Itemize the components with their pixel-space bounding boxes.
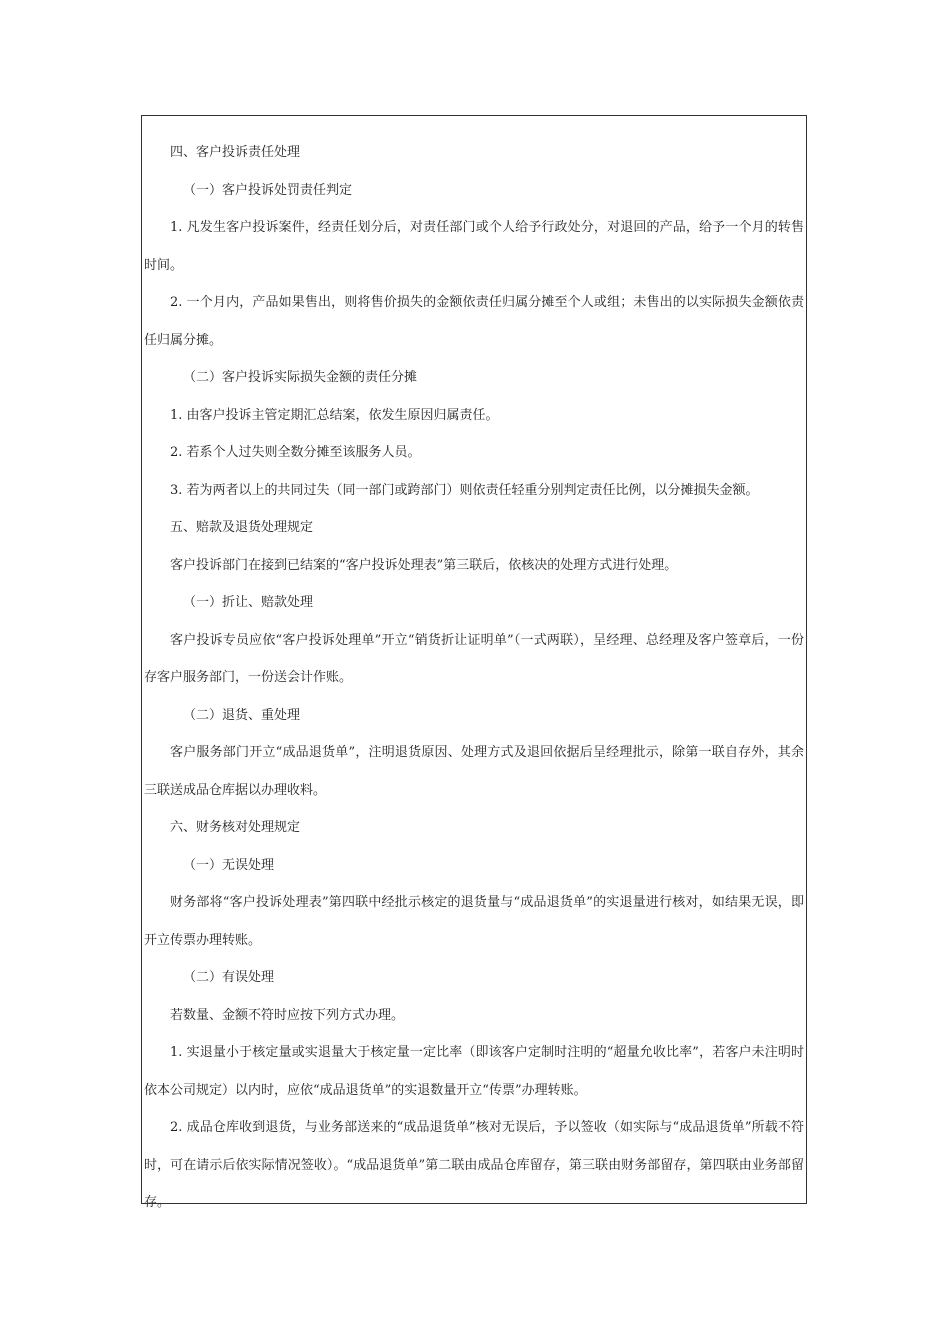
paragraph: 1. 实退量小于核定量或实退量大于核定量一定比率（即该客户定制时注明的“超量允收比率”，若客户未注明时依本公司规定）以内时，应依“成品退货单”的实退数量开立“传票”办理转账。	[144, 1045, 804, 1098]
subsection-heading: （一）无误处理	[183, 857, 275, 873]
paragraph: 1. 凡发生客户投诉案件，经责任划分后，对责任部门或个人给予行政处分，对退回的产品，给予一个月的转售时间。	[144, 220, 804, 273]
section-heading-5: 五、赔款及退货处理规定	[170, 520, 314, 535]
paragraph: 2. 一个月内，产品如果售出，则将售价损失的金额依责任归属分摊至个人或组；未售出的以实际损失金额依责任归属分摊。	[144, 295, 804, 348]
paragraph: 2. 若系个人过失则全数分摊至该服务人员。	[170, 445, 421, 460]
paragraph: 财务部将“客户投诉处理表”第四联中经批示核定的退货量与“成品退货单”的实退量进行核对，如结果无误，即开立传票办理转账。	[144, 895, 804, 948]
subsection-heading: （二）退货、重处理	[183, 707, 301, 723]
section-heading-6: 六、财务核对处理规定	[170, 820, 301, 835]
section-heading-4: 四、客户投诉责任处理	[170, 145, 301, 160]
paragraph: 1. 由客户投诉主管定期汇总结案，依发生原因归属责任。	[170, 407, 499, 423]
paragraph: 客户投诉部门在接到已结案的“客户投诉处理表”第三联后，依核决的处理方式进行处理。	[170, 557, 678, 573]
paragraph: 客户服务部门开立“成品退货单”，注明退货原因、处理方式及退回依据后呈经理批示，除第一联自存外，其余三联送成品仓库据以办理收料。	[144, 745, 804, 798]
subsection-heading: （一）客户投诉处罚责任判定	[183, 182, 353, 198]
document-frame	[141, 115, 807, 1210]
paragraph: 3. 若为两者以上的共同过失（同一部门或跨部门）则依责任轻重分别判定责任比例，以分摊损失金额。	[170, 482, 759, 498]
subsection-heading: （一）折让、赔款处理	[183, 595, 314, 610]
paragraph: 2. 成品仓库收到退货，与业务部送来的“成品退货单”核对无误后，予以签收（如实际与“成品退货单”所载不符时，可在请示后依实际情况签收）。“成品退货单”第二联由成品仓库留存，第三联由财务部留存，第四联由业务部留存。	[144, 1120, 804, 1210]
paragraph: 客户投诉专员应依“客户投诉处理单”开立“销货折让证明单”（一式两联），呈经理、总经理及客户签章后，一份存客户服务部门，一份送会计作账。	[144, 632, 804, 685]
paragraph: 若数量、金额不符时应按下列方式办理。	[170, 1007, 405, 1023]
subsection-heading: （二）有误处理	[183, 970, 275, 985]
subsection-heading: （二）客户投诉实际损失金额的责任分摊	[183, 370, 418, 385]
